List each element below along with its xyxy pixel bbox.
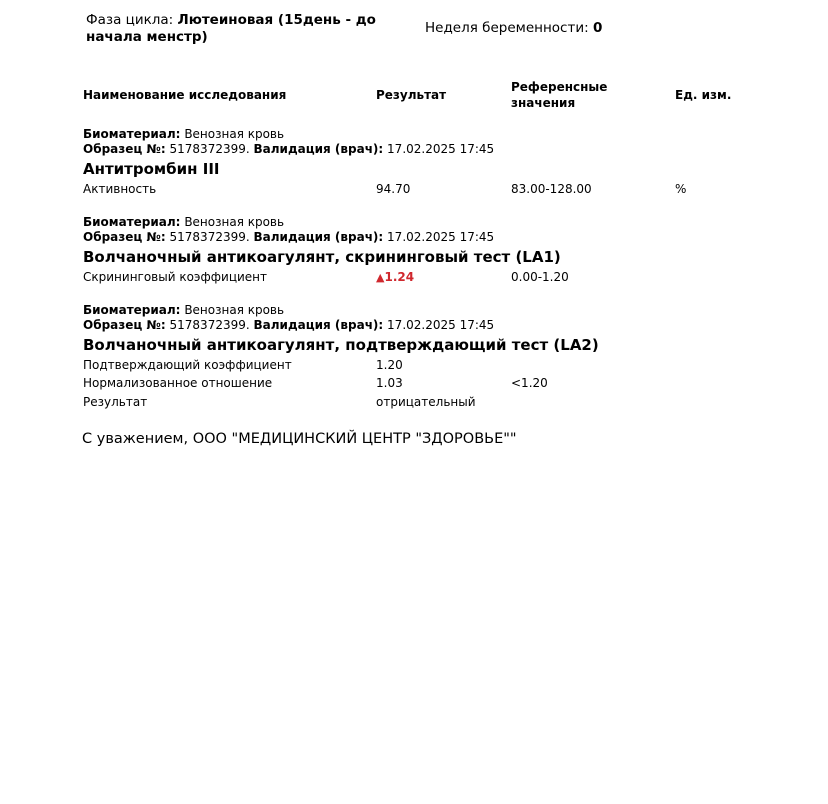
row-result-abnormal: [376, 270, 414, 285]
validation-value: 17.02.2025 17:45: [387, 142, 495, 156]
column-header-reference: [511, 79, 607, 111]
block2-biomaterial: [83, 215, 284, 230]
cycle-phase: [86, 12, 424, 46]
row-result: 1.20: [376, 358, 403, 372]
biomaterial-label: Биоматериал:: [83, 303, 181, 317]
row-name: Результат: [83, 395, 148, 409]
cycle-phase-value: Лютеиновая (15день - до начала менстр): [86, 12, 376, 45]
block1-title: Антитромбин III: [83, 160, 220, 178]
block1-biomaterial: [83, 127, 284, 142]
block3-title: Волчаночный антикоагулянт, подтверждающий тест (LA2): [83, 336, 599, 354]
biomaterial-value: Венозная кровь: [184, 303, 285, 317]
block2-title: Волчаночный антикоагулянт, скрининговый тест (LA1): [83, 248, 561, 266]
column-header-reference-line1: Референсные: [511, 80, 608, 94]
row-reference: 83.00-128.00: [511, 182, 592, 196]
biomaterial-value: Венозная кровь: [184, 215, 285, 229]
row-name: Активность: [83, 182, 157, 196]
column-header-result: Результат: [376, 88, 447, 102]
row-result: 1.24: [384, 270, 415, 284]
row-name: Нормализованное отношение: [83, 376, 273, 390]
block1-sample: [83, 142, 494, 157]
cycle-phase-label: Фаза цикла:: [86, 12, 174, 28]
biomaterial-label: Биоматериал:: [83, 215, 181, 229]
row-name: Подтверждающий коэффициент: [83, 358, 292, 372]
sample-value: 5178372399.: [169, 230, 250, 244]
biomaterial-label: Биоматериал:: [83, 127, 181, 141]
pregnancy-week: [425, 20, 602, 37]
arrow-up-icon: ▲: [376, 271, 385, 284]
signature-line: С уважением, ООО "МЕДИЦИНСКИЙ ЦЕНТР "ЗДОРОВЬЕ"": [82, 431, 517, 447]
validation-value: 17.02.2025 17:45: [387, 318, 495, 332]
row-reference: 0.00-1.20: [511, 270, 569, 284]
validation-label: Валидация (врач):: [253, 230, 384, 244]
block2-sample: [83, 230, 494, 245]
row-result: 1.03: [376, 376, 403, 390]
sample-value: 5178372399.: [169, 142, 250, 156]
row-result: 94.70: [376, 182, 411, 196]
block3-sample: [83, 318, 494, 333]
row-unit: %: [675, 182, 687, 196]
validation-label: Валидация (врач):: [253, 142, 384, 156]
sample-label: Образец №:: [83, 142, 166, 156]
sample-value: 5178372399.: [169, 318, 250, 332]
column-header-unit: Ед. изм.: [675, 88, 732, 102]
validation-label: Валидация (врач):: [253, 318, 384, 332]
block3-biomaterial: [83, 303, 284, 318]
validation-value: 17.02.2025 17:45: [387, 230, 495, 244]
pregnancy-week-label: Неделя беременности:: [425, 20, 589, 36]
column-header-name: Наименование исследования: [83, 88, 287, 102]
biomaterial-value: Венозная кровь: [184, 127, 285, 141]
sample-label: Образец №:: [83, 318, 166, 332]
row-result: отрицательный: [376, 395, 476, 409]
sample-label: Образец №:: [83, 230, 166, 244]
row-name: Скрининговый коэффициент: [83, 270, 268, 284]
pregnancy-week-value: 0: [592, 20, 603, 36]
row-reference: <1.20: [511, 376, 548, 390]
column-header-reference-line2: значения: [511, 96, 576, 110]
